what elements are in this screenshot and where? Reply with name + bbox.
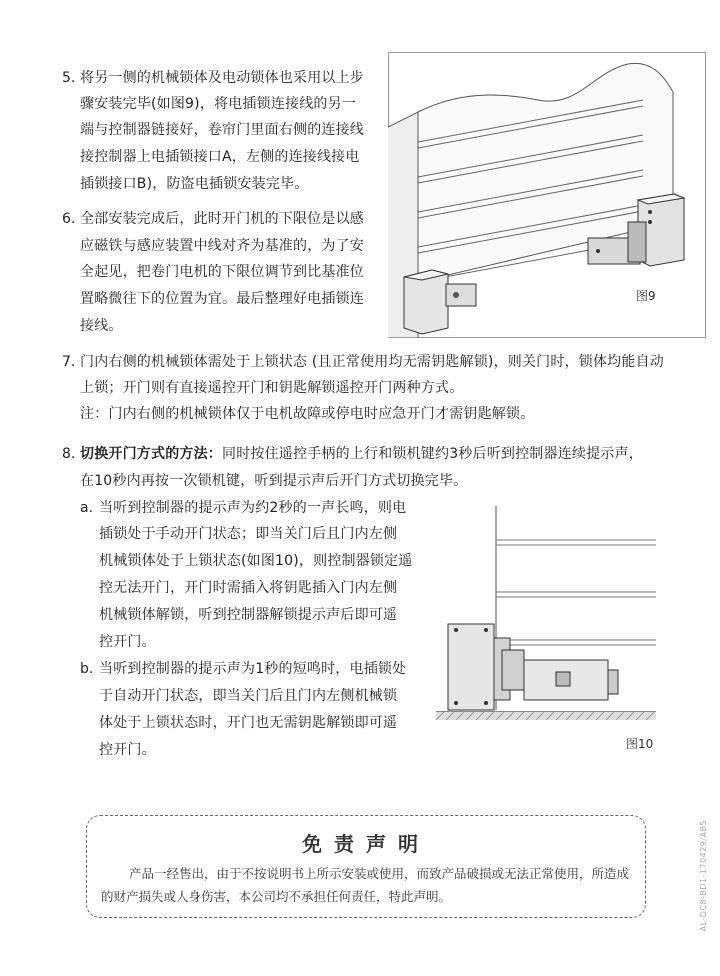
- step-7-line-1: 门内右侧的机械锁体需处于上锁状态 (且正常使用均无需钥匙解锁)，则关门时，锁体均能自动: [80, 354, 664, 370]
- step-5-line-2: 骤安装完毕(如图9)，将电插锁连接线的另一: [80, 96, 357, 112]
- sub-a-line-4: 控无法开门，开门时需插入将钥匙插入门内左侧: [99, 580, 398, 596]
- disclaimer-box: [86, 815, 646, 918]
- disclaimer-title: 免责声明: [302, 832, 430, 856]
- step-7-line-2: 上锁；开门则有直接遥控开门和钥匙解锁遥控开门两种方式。: [80, 380, 464, 396]
- step-6-line-5: 接线。: [80, 318, 123, 334]
- sub-b-line-3: 体处于上锁状态时，开门也无需钥匙解锁即可遥: [99, 715, 398, 731]
- sub-b-line-1: 当听到控制器的提示声为1秒的短鸣时，电插锁处: [99, 661, 407, 677]
- figure-9-caption: 图9: [636, 289, 656, 303]
- side-code: AL-DC8-BD1-170429/ABS: [699, 820, 708, 932]
- step-6-number: 6.: [62, 211, 76, 227]
- step-6-line-2: 应磁铁与感应装置中线对齐为基准的，为了安: [80, 238, 364, 254]
- step-5-line-4: 接控制器上电插锁接口A，左侧的连接线接电: [80, 149, 360, 165]
- sub-a-line-5: 机械锁体解锁，听到控制器解锁提示声后即可遥: [99, 607, 398, 623]
- step-8-line-2: 在10秒内再按一次锁机键，听到提示声后开门方式切换完毕。: [80, 473, 468, 489]
- sub-a-line-2: 插锁处于手动开门状态；即当关门后且门内左侧: [99, 526, 398, 542]
- sub-b-line-2: 于自动开门状态，即当关门后且门内左侧机械锁: [99, 688, 398, 704]
- step-6-line-4: 置略微往下的位置为宜。最后整理好电插锁连: [80, 291, 364, 307]
- figure-9-illustration: [388, 52, 706, 338]
- sub-b-line-4: 控开门。: [99, 742, 156, 758]
- step-8-heading: 切换开门方式的方法：: [80, 446, 222, 462]
- sub-a-line-3: 机械锁体处于上锁状态(如图10)，则控制器锁定遥: [99, 553, 413, 569]
- disclaimer-body: 产品一经售出，由于不按说明书上所示安装或使用，而致产品破损或无法正常使用，所造成的财产损失或人身伤害，本公司均不承担任何责任，特此声明。: [101, 866, 630, 904]
- sub-a-line-1: 当听到控制器的提示声为约2秒的一声长鸣，则电: [99, 500, 407, 516]
- step-8-line-1-text: 同时按住遥控手柄的上行和锁机键约3秒后听到控制器连续提示声，: [222, 446, 643, 462]
- step-6-line-1: 全部安装完成后，此时开门机的下限位是以感: [80, 211, 364, 227]
- step-6-line-3: 全起见，把卷门电机的下限位调节到比基准位: [80, 264, 364, 280]
- sub-a-line-6: 控开门。: [99, 634, 156, 650]
- figure-10-caption: 图10: [626, 737, 654, 751]
- sub-b-label: b.: [80, 661, 94, 677]
- step-5-line-3: 端与控制器链接好，卷帘门里面右侧的连接线: [80, 122, 364, 138]
- step-7-note: 注：门内右侧的机械锁体仅于电机故障或停电时应急开门才需钥匙解锁。: [80, 406, 535, 422]
- figure-10-illustration: [436, 500, 656, 728]
- step-5-line-1: 将另一侧的机械锁体及电动锁体也采用以上步: [80, 70, 364, 86]
- step-7-number: 7.: [62, 354, 76, 370]
- step-8-number: 8.: [62, 446, 76, 462]
- step-5-number: 5.: [62, 70, 76, 86]
- sub-a-label: a.: [80, 500, 94, 516]
- step-5-line-5: 插锁接口B)，防盗电插锁安装完毕。: [80, 176, 309, 192]
- step-8-line-1: [80, 442, 643, 468]
